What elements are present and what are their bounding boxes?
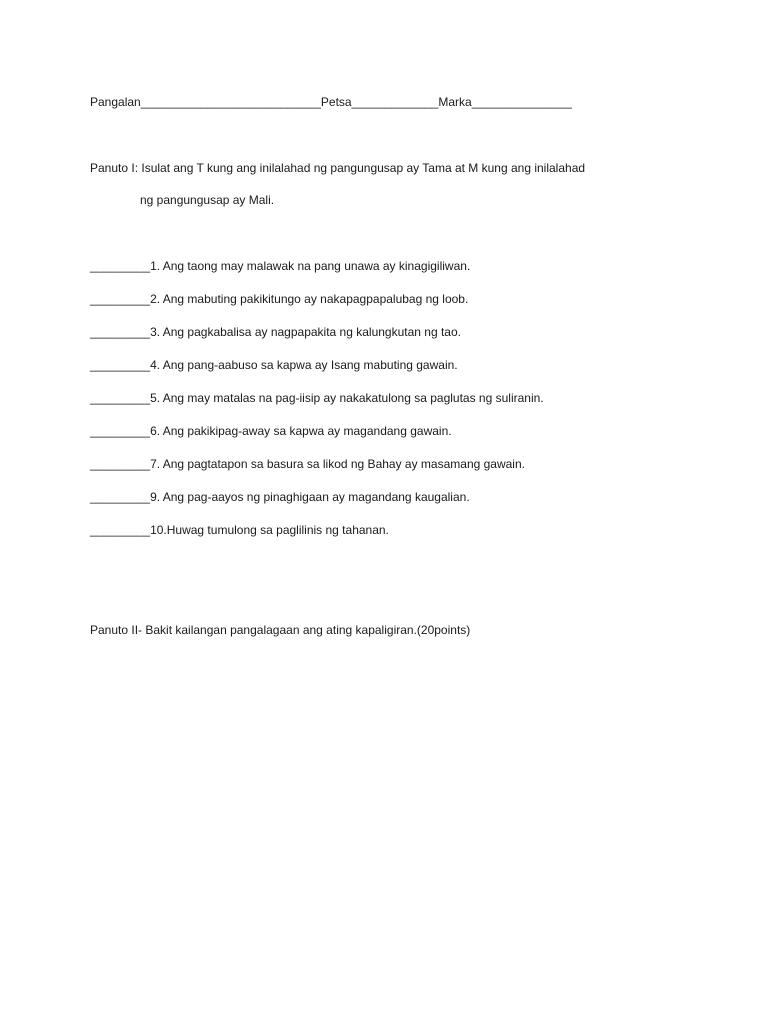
panuto-1-instruction: Panuto I: Isulat ang T kung ang inilalahad ng pangungusap ay Tama at M kung ang inilalahad	[90, 161, 586, 175]
item-7: _________7. Ang pagtatapon sa basura sa likod ng Bahay ay masamang gawain.	[90, 457, 525, 471]
item-4: _________4. Ang pang-aabuso sa kapwa ay Isang mabuting gawain.	[90, 358, 458, 372]
item-3: _________3. Ang pagkabalisa ay nagpapakita ng kalungkutan ng tao.	[90, 325, 461, 339]
panuto-2-instruction: Panuto II- Bakit kailangan pangalagaan ang ating kapaligiran.(20points)	[90, 623, 471, 637]
true-false-items-list	[90, 258, 544, 555]
item-1: _________1. Ang taong may malawak na pang unawa ay kinagigiliwan.	[90, 259, 471, 273]
item-2: _________2. Ang mabuting pakikitungo ay nakapagpapalubag ng loob.	[90, 292, 469, 306]
item-5: _________5. Ang may matalas na pag-iisip ay nakakatulong sa paglutas ng suliranin.	[90, 391, 544, 405]
item-10: _________10.Huwag tumulong sa paglilinis ng tahanan.	[90, 523, 389, 537]
panuto-1-instruction-continued: ng pangungusap ay Mali.	[140, 193, 275, 207]
header-fields-line: Pangalan___________________________Petsa_____________Marka_______________	[90, 95, 572, 109]
item-9: _________9. Ang pag-aayos ng pinaghigaan ay magandang kaugalian.	[90, 490, 470, 504]
item-6: _________6. Ang pakikipag-away sa kapwa ay magandang gawain.	[90, 424, 452, 438]
